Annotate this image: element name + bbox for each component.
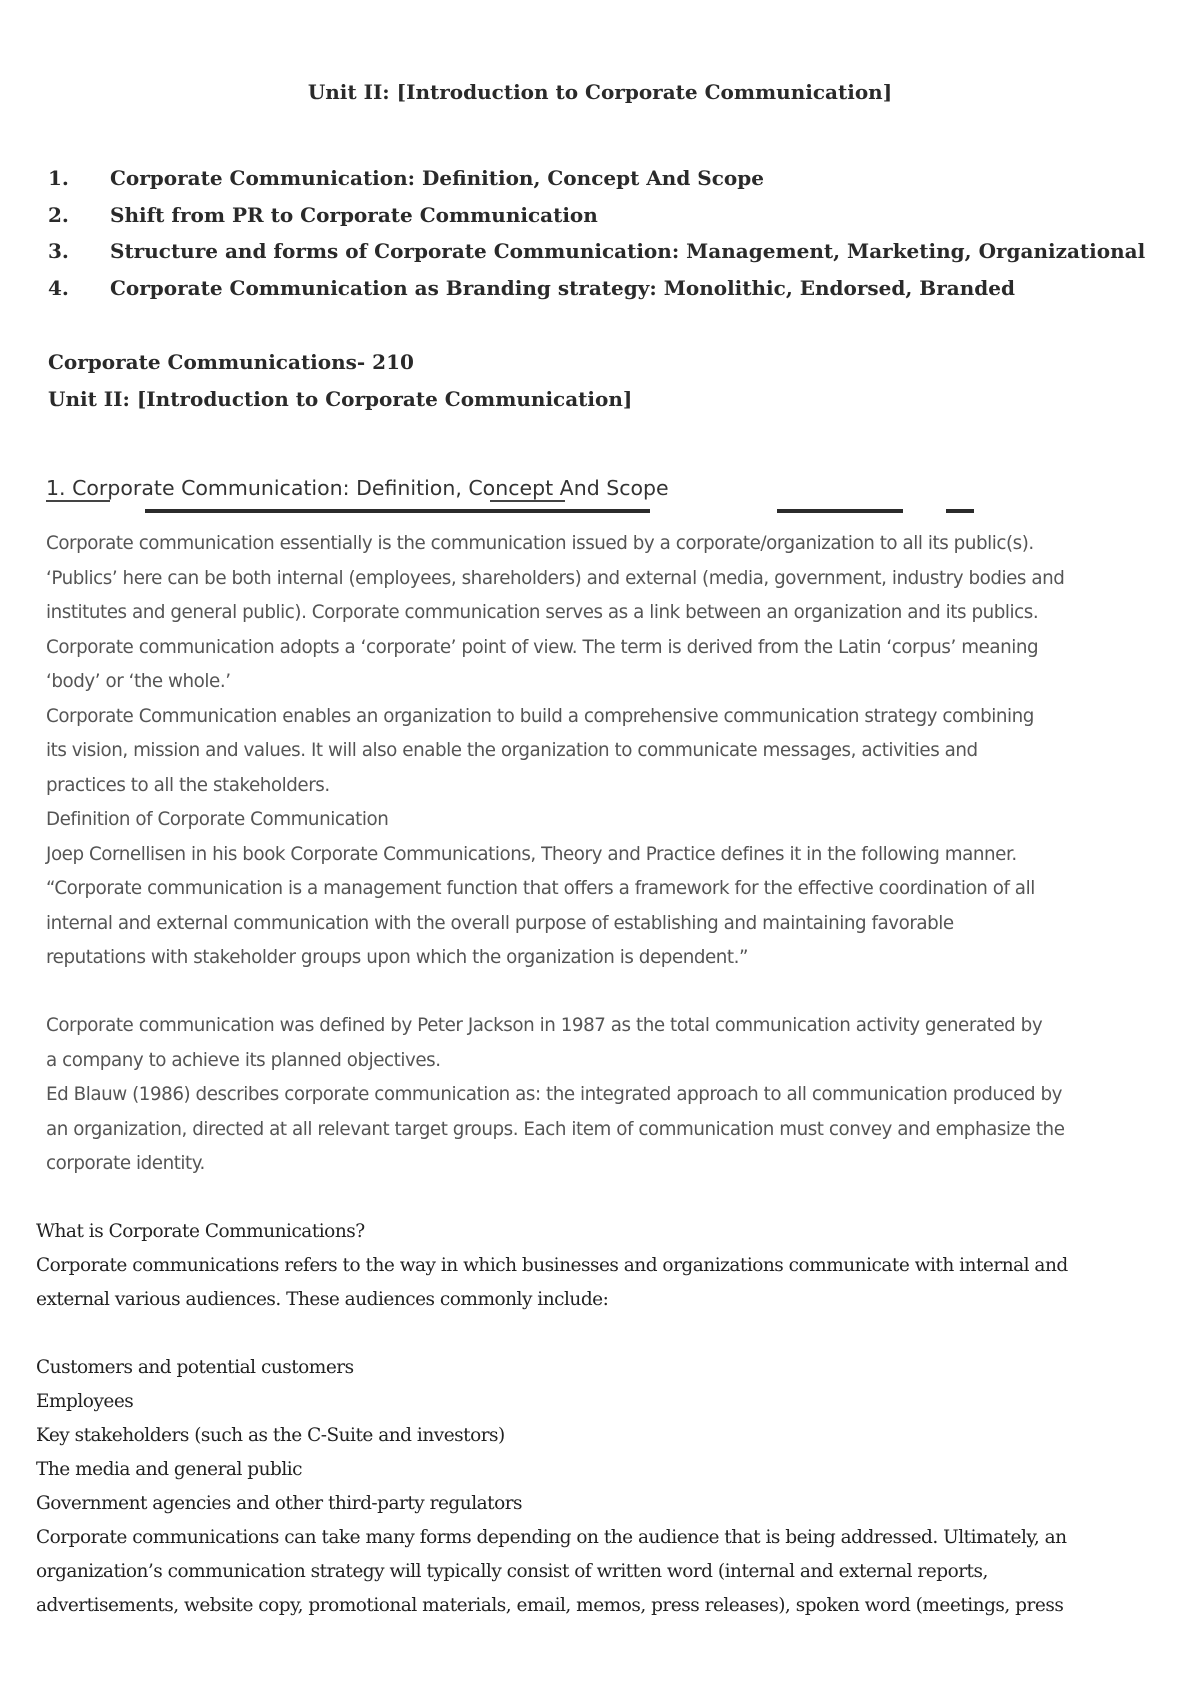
text-line: its vision, mission and values. It will also enable the organization to communicate messages, activities and [46, 740, 978, 761]
topic-text: Structure and forms of Corporate Communication: Management, Marketing, Organizational [110, 239, 1146, 263]
text-line: Corporate communications refers to the way in which businesses and organizations communicate with internal and [36, 1255, 1068, 1276]
text-line: Corporate communications can take many forms depending on the audience that is being addressed. Ultimately, an [36, 1527, 1067, 1548]
topic-item [48, 197, 1158, 234]
topic-item [48, 233, 1158, 270]
audience-item: Key stakeholders (such as the C-Suite and investors) [36, 1425, 505, 1446]
course-header [48, 344, 632, 418]
page-title: Unit II: [Introduction to Corporate Communication] [307, 80, 893, 104]
topic-text: Shift from PR to Corporate Communication [110, 202, 598, 227]
audience-item: Employees [36, 1391, 134, 1412]
text-line: ‘body’ or ‘the whole.’ [46, 671, 231, 692]
topic-item [48, 270, 1158, 307]
topic-item [48, 160, 1158, 197]
text-line: reputations with stakeholder groups upon which the organization is dependent.” [46, 947, 749, 968]
topic-number: 1. [48, 166, 69, 190]
topic-number: 2. [48, 202, 69, 227]
topic-number: 4. [48, 275, 69, 300]
course-code: Corporate Communications- 210 [48, 350, 414, 374]
topic-number: 3. [48, 239, 69, 263]
text-line: institutes and general public). Corporate communication serves as a link between an organization and its publics. [46, 602, 1039, 623]
text-line: Joep Cornellisen in his book Corporate Communications, Theory and Practice defines it in the following manner. [46, 843, 1017, 865]
heading-underline [46, 500, 110, 502]
text-line: Corporate communication essentially is the communication issued by a corporate/organization to all its public(s). [46, 533, 1034, 554]
text-line: an organization, directed at all relevant target groups. Each item of communication must convey and emphasize the [46, 1118, 1065, 1140]
audience-item: Customers and potential customers [36, 1357, 354, 1378]
definition-text [46, 527, 1176, 976]
heading-underline [946, 509, 974, 513]
text-line: corporate identity. [46, 1153, 205, 1174]
text-line: Definition of Corporate Communication [46, 809, 389, 830]
text-line: a company to achieve its planned objectives. [46, 1049, 441, 1071]
audience-item: The media and general public [36, 1459, 303, 1480]
text-line: ‘Publics’ here can be both internal (employees, shareholders) and external (media, government, industry bodies and [46, 567, 1065, 589]
text-line: practices to all the stakeholders. [46, 774, 330, 796]
text-line: Corporate communication was defined by Peter Jackson in 1987 as the total communication activity generated by [46, 1015, 1043, 1036]
heading-underline [490, 500, 565, 502]
definition-text-2 [46, 1009, 1176, 1182]
text-line: What is Corporate Communications? [36, 1221, 365, 1242]
text-line: organization’s communication strategy will typically consist of written word (internal and external reports, [36, 1561, 988, 1582]
overview-text [36, 1215, 1176, 1623]
text-line: Corporate communication adopts a ‘corporate’ point of view. The term is derived from the Latin ‘corpus’ meaning [46, 636, 1039, 658]
topic-list [48, 160, 1158, 306]
audience-item: Government agencies and other third-party regulators [36, 1493, 523, 1514]
paragraph-gap [36, 1317, 1176, 1351]
topic-text: Corporate Communication: Definition, Concept And Scope [110, 166, 764, 190]
text-line: internal and external communication with the overall purpose of establishing and maintaining favorable [46, 912, 954, 934]
topic-text: Corporate Communication as Branding strategy: Monolithic, Endorsed, Branded [110, 275, 1015, 300]
heading-underline [145, 509, 650, 513]
text-line: external various audiences. These audiences commonly include: [36, 1289, 609, 1310]
unit-title: Unit II: [Introduction to Corporate Communication] [48, 387, 633, 411]
heading-underline [777, 509, 903, 513]
text-line: Ed Blauw (1986) describes corporate communication as: the integrated approach to all communication produced by [46, 1084, 1062, 1105]
text-line: “Corporate communication is a management function that offers a framework for the effective coordination of all [46, 878, 1035, 899]
section-heading: 1. Corporate Communication: Definition, Concept And Scope [46, 476, 669, 500]
text-line: advertisements, website copy, promotional materials, email, memos, press releases), spoken word (meetings, press [36, 1595, 1064, 1616]
text-line: Corporate Communication enables an organization to build a comprehensive communication strategy combining [46, 705, 1034, 727]
